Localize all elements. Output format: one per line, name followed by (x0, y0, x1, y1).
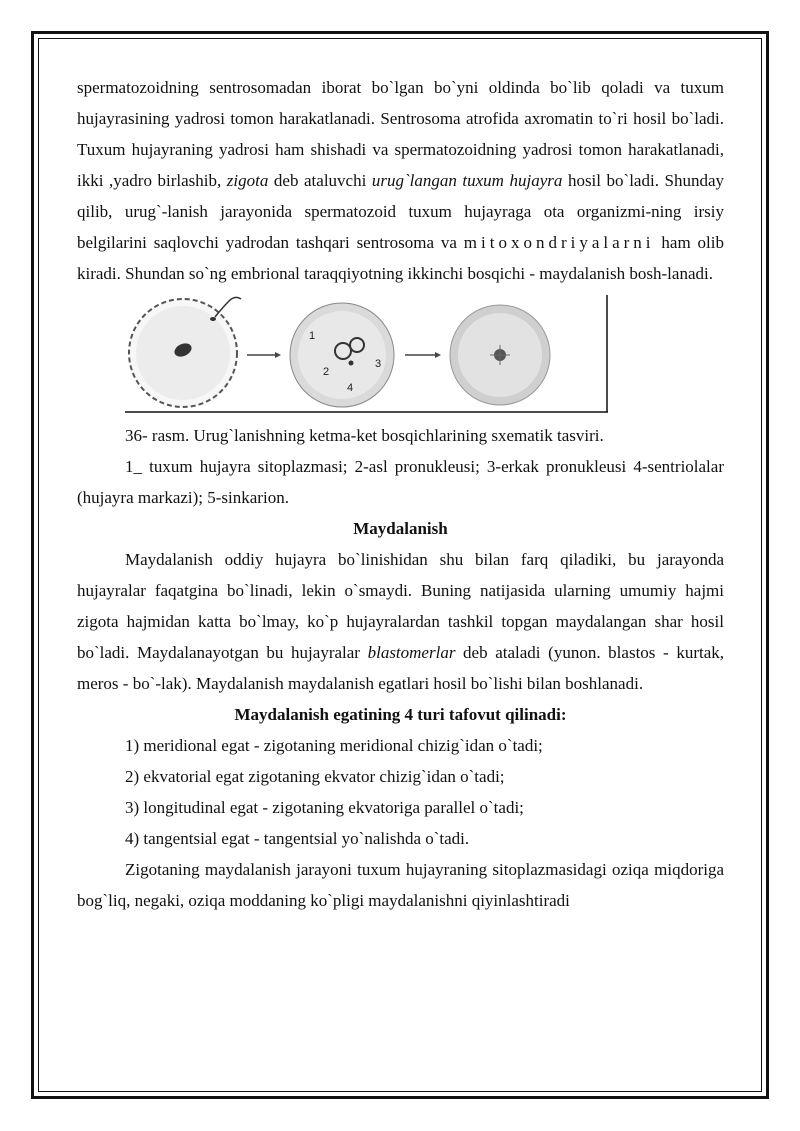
egg-cell-stage-1 (129, 297, 241, 407)
term-mitoxondriyalarni: mitoxondriyalarni (463, 233, 655, 252)
figure-label-1: 1 (309, 330, 316, 342)
figure-label-2: 2 (323, 366, 330, 378)
list-item: 2) ekvatorial egat zigotaning ekvator chizig`idan o`tadi; (125, 767, 505, 786)
page-content (77, 72, 724, 916)
term-urug-langan: urug`langan tuxum hujayra (371, 171, 563, 190)
list-item: 3) longitudinal egat - zigotaning ekvatoriga parallel o`tadi; (125, 798, 524, 817)
term-zigota: zigota (226, 171, 269, 190)
paragraph-zygote-cleavage: Zigotaning maydalanish jarayoni tuxum hujayraning sitoplazmasidagi oziqa miqdoriga bog`liq, negaki, oziqa moddaning ko`pligi maydalanishni qiyinlashtiradi (77, 860, 724, 910)
egg-cell-stage-2 (290, 303, 394, 407)
paragraph-cleavage: Maydalanish oddiy hujayra bo`linishidan shu bilan farq qiladiki, bu jarayonda hujayralar faqatgina bo`linadi, lekin o`smaydi. Buning natijasida ularning umumiy hajmi zigota hajmidan katta bo`lmay, ko`p hujayralardan tashkil topgan maydalangan shar hosil bo`ladi. Maydalanayotgan bu hujayralar blastomerlar deb ataladi (yunon. blastos - kurtak, meros - bo`-lak). Maydalanish maydalanish egatlari hosil bo`lishi bilan boshlanadi. (77, 550, 724, 693)
arrow-2 (405, 352, 441, 358)
centriole (349, 361, 354, 366)
figure-label-4: 4 (347, 382, 354, 394)
arrow-1 (247, 352, 281, 358)
figure-legend: 1_ tuxum hujayra sitoplazmasi; 2-asl pronukleusi; 3-erkak pronukleusi 4-sentriolalar (hujayra markazi); 5-sinkarion. (77, 457, 724, 507)
list-item: 4) tangentsial egat - tangentsial yo`nalishda o`tadi. (125, 829, 470, 848)
list-item: 1) meridional egat - zigotaning meridional chizig`idan o`tadi; (125, 736, 543, 755)
figure-label-3: 3 (375, 358, 382, 370)
egg-cell-stage-3 (450, 305, 550, 405)
section-heading-furrow-types: Maydalanish egatining 4 turi tafovut qilinadi: (234, 705, 567, 724)
paragraph-fertilization: spermatozoidning sentrosomadan iborat bo`lgan bo`yni oldinda bo`lib qoladi va tuxum hujayrasining yadrosi tomon harakatlanadi. Sentrosoma atrofida axromatin to`ri hosil bo`ladi. Tuxum hujayraning yadrosi ham shishadi va spermatozoidning yadrosi tomon harakatlanadi, ikki ,yadro birlashib, zigota deb ataluvchi urug`langan tuxum hujayra hosil bo`ladi. Shunday qilib, urug`-lanish jarayonida spermatozoid tuxum hujayraga ota organizmi-ning irsiy belgilarini saqlovchi yadrodan tashqari sentrosoma va mitoxondriyalarni ham olib kiradi. Shundan so`ng embrional taraqqiyotning ikkinchi bosqichi - maydalanish bosh-lanadi. (77, 78, 724, 283)
figure-36-fertilization-stages (125, 295, 608, 414)
figure-caption: 36- rasm. Urug`lanishning ketma-ket bosqichlarining sxematik tasviri. (125, 426, 604, 445)
term-blastomerlar: blastomerlar (367, 643, 456, 662)
sperm-head (210, 317, 216, 321)
section-heading-maydalanish: Maydalanish (353, 519, 448, 538)
